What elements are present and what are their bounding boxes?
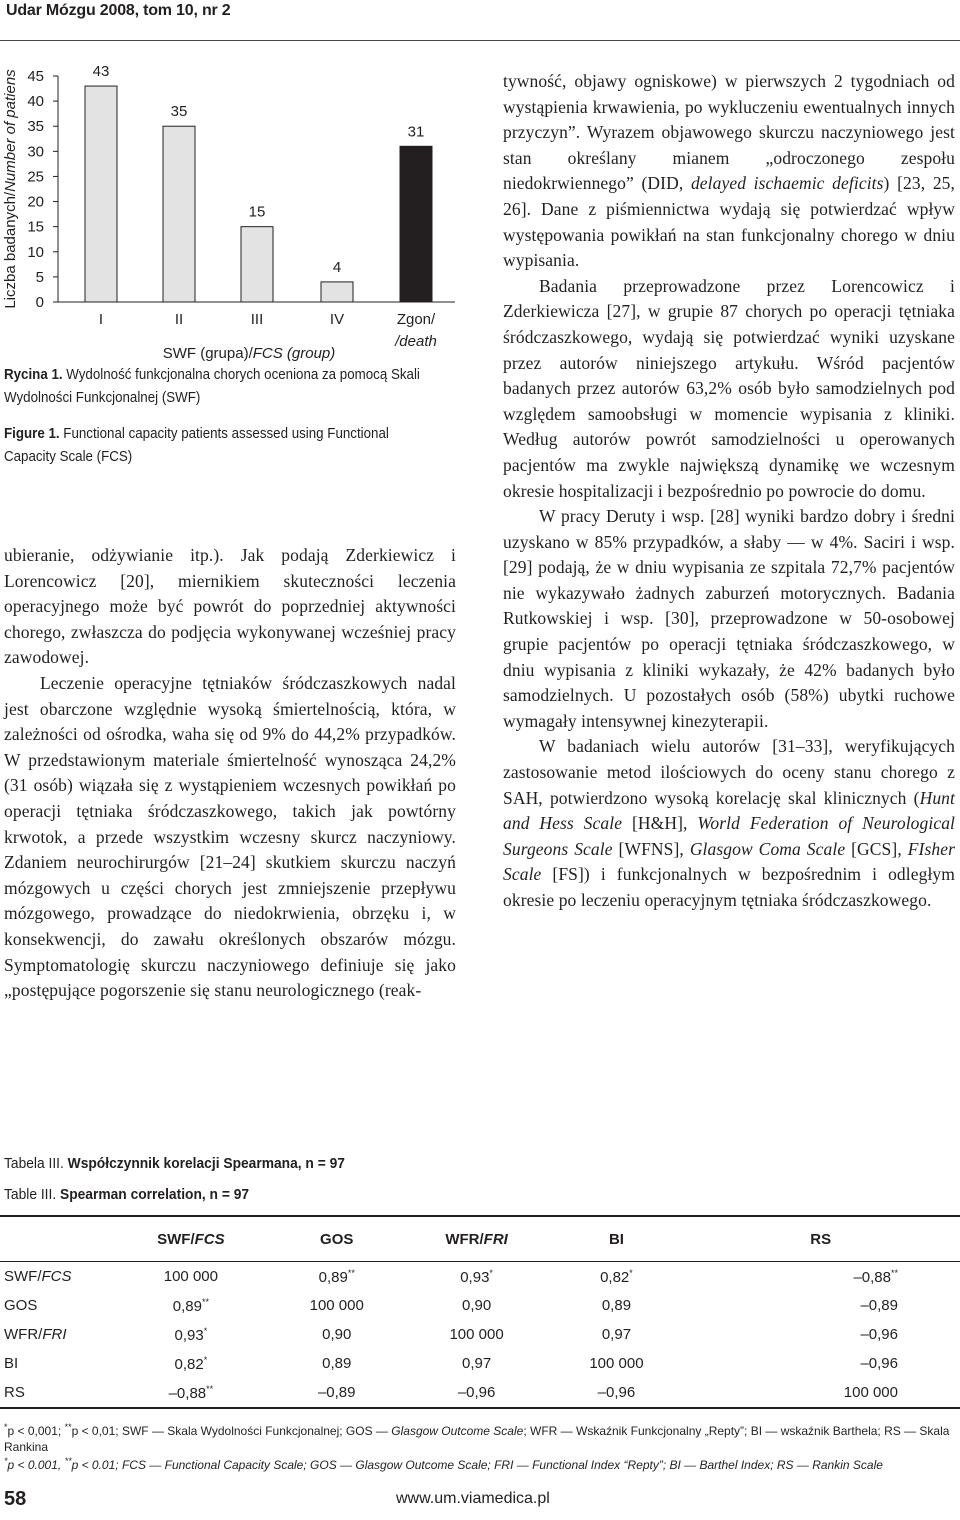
table-column-header: GOS <box>320 1230 354 1248</box>
body-paragraph: Leczenie operacyjne tętniaków śródczaszkowych nadal jest obarczone względnie wysoką śmiertelnością, która, w zależności od ośrodka, waha się od 9% do 44,2% przypadków. W przedstawionym materiale śmiertelność wynosząca 24,2% (31 osób) wiązała się z wystąpieniem wczesnych powikłań po operacji tętniaka śródczaszkowego, takich jak powtórny krwotok, a przede wszystkim wczesny skurcz naczyniowy. Zdaniem neurochirurgów [21–24] skutkiem skurczu naczyń mózgowych u części chorych jest zmniejszenie przepływu mózgowego, prowadzące do niedokrwienia, obrzęku i, w konsekwencji, do zawału określonych obszarów mózgu. Symptomatologię skurczu naczyniowego definiuje się jako „postępujące pogorszenie się stanu neurologicznego (reak- <box>4 672 456 1001</box>
bar <box>163 126 195 302</box>
table-cell: –0,88** <box>853 1267 898 1286</box>
bar-value-label: 43 <box>92 63 110 81</box>
table-cell: 0,82* <box>174 1354 208 1373</box>
y-tick-label: 0 <box>35 294 44 311</box>
table-column-header: WFR/FRI <box>445 1230 508 1248</box>
page-number: 58 <box>4 1488 27 1510</box>
bar <box>85 86 117 302</box>
x-tick-label: III <box>250 311 264 328</box>
table-header-row <box>0 1216 960 1262</box>
figure-text: Functional capacity patients assessed using Functional Capacity Scale (FCS) <box>4 426 389 465</box>
body-right-column <box>503 69 955 914</box>
table-cell: –0,89 <box>317 1384 356 1401</box>
y-tick-label: 30 <box>27 143 44 161</box>
y-tick-label: 15 <box>27 218 44 236</box>
table-footnote-pl: *p < 0,001; **p < 0,01; SWF — Skala Wydolności Funkcjonalnej; GOS — Glasgow Outcome Scale; WFR — Wskaźnik Funkcjonalny „Repty”; BI — wskaźnik Barthela; RS — Skala Rankina <box>4 1422 950 1454</box>
table-cell: 100 000 <box>589 1355 644 1372</box>
journal-title: Udar Mózgu 2008, tom 10, nr 2 <box>6 2 231 19</box>
table-cell: 0,93* <box>174 1325 208 1344</box>
table-cell: 100 000 <box>449 1326 504 1343</box>
y-axis-label: Liczba badanych/Number of patiens <box>2 69 19 309</box>
chart-bars <box>85 86 432 302</box>
bar <box>321 282 353 302</box>
body-paragraph: W badaniach wielu autorów [31–33], weryfikujących zastosowanie metod ilościowych do oceny stanu chorego z SAH, potwierdzono wysoką korelację skal klinicznych (Hunt and Hess Scale [H&H], World Federation of Neurological Surgeons Scale [WFNS], Glasgow Coma Scale [GCS], FIsher Scale [FS]) i funkcjonalnych w bezpośrednim i odległym okresie po leczeniu operacyjnym tętniaka śródczaszkowego. <box>503 736 956 910</box>
table-cell: 0,90 <box>461 1297 492 1314</box>
rycina-caption <box>4 364 429 410</box>
table-cell: 0,89 <box>322 1355 352 1372</box>
rycina-label: Rycina 1. <box>4 367 63 383</box>
table-row <box>0 1349 960 1378</box>
table-cell: –0,96 <box>860 1355 898 1372</box>
y-tick-label: 25 <box>27 168 44 186</box>
table-cell: –0,96 <box>597 1384 636 1401</box>
table-caption-pl: Tabela III. Współczynnik korelacji Spearmana, n = 97 <box>4 1155 345 1172</box>
bar-value-label: 15 <box>248 203 266 221</box>
table-corner-cell <box>0 1216 110 1262</box>
bar-value-label: 35 <box>170 103 188 121</box>
table-cell: 0,89 <box>601 1297 632 1314</box>
rycina-text: Wydolność funkcjonalna chorych oceniona za pomocą Skali Wydolności Funkcjonalnej (SWF) <box>4 367 420 406</box>
correlation-table <box>0 1215 960 1409</box>
table-row <box>0 1291 960 1320</box>
table-cell: 100 000 <box>843 1384 898 1401</box>
table-cell: –0,96 <box>860 1326 898 1343</box>
table-cell: 100 000 <box>163 1268 218 1285</box>
y-tick-label: 10 <box>27 243 44 261</box>
body-paragraph: tywność, objawy ogniskowe) w pierwszych 2 tygodniach od wystąpienia krwawienia, po wykluczeniu ewentualnych innych przyczyn”. Wyrazem objawowego skurczu naczyniowego jest stan określany mianem „odroczonego zespołu niedokrwiennego” (DID, delayed ischaemic deficits) [23, 25, 26]. Dane z piśmiennictwa wydają się potwierdzać wpływ występowania powikłań na stan funkcjonalny chorego w dniu wypisania. <box>503 71 955 271</box>
figure-label: Figure 1. <box>4 426 60 442</box>
x-tick-label: /death <box>395 333 437 350</box>
table-cell: 0,90 <box>322 1326 352 1343</box>
table-cell: 0,93* <box>460 1267 493 1286</box>
x-axis-label: SWF (grupa)/FCS (group) <box>162 345 336 362</box>
table-column-header: SWF/FCS <box>157 1230 225 1248</box>
table-row-label: BI <box>4 1355 19 1372</box>
table-column-header: RS <box>810 1230 832 1248</box>
y-tick-label: 45 <box>27 68 44 85</box>
body-paragraph: W pracy Deruty i wsp. [28] wyniki bardzo dobry i średni uzyskano w 85% przypadków, a słaby — w 4%. Saciri i wsp. [29] podają, że w dniu wypisania ze szpitala 72,7% pacjentów nie wykazywało żadnych zaburzeń motorycznych. Badania Rutkowskiej i wsp. [30], przeprowadzone w 50-osobowej grupie pacjentów po operacji tętniaka śródczaszkowego, w dniu wypisania z kliniki wykazały, że 42% badanych było samodzielnych. U pozostałych osób (58%) ubytki ruchowe wymagały intensywnej kinezyterapii. <box>503 506 955 731</box>
y-tick-label: 20 <box>27 193 44 211</box>
table-row-label: WFR/FRI <box>4 1326 67 1343</box>
bar-value-label: 4 <box>332 258 342 276</box>
table-row-label: RS <box>4 1384 25 1401</box>
table-cell: 0,82* <box>600 1267 633 1286</box>
table-cell: 0,89** <box>318 1267 355 1286</box>
journal-header <box>0 0 960 41</box>
bar <box>400 146 432 302</box>
bar-value-label: 31 <box>407 123 425 141</box>
x-tick-label: IV <box>329 311 345 328</box>
body-paragraph: ubieranie, odżywianie itp.). Jak podają Zderkiewicz i Lorencowicz [20], miernikiem skuteczności leczenia operacyjnego może być powrót do poprzedniej aktywności chorego, zwłaszcza do podjęcia wykonywanej wcześniej pracy zawodowej. <box>4 545 456 668</box>
table-cell: 100 000 <box>309 1297 364 1314</box>
table-cell: 0,89** <box>172 1296 209 1315</box>
y-tick-label: 35 <box>27 118 44 136</box>
table-cell: –0,89 <box>860 1297 898 1314</box>
figure-caption <box>4 423 429 469</box>
table-row <box>0 1378 960 1408</box>
table-cell: –0,88** <box>168 1383 214 1402</box>
table-footnote-en: *p < 0.001, **p < 0.01; FCS — Functional Capacity Scale; GOS — Glasgow Outcome Scale; FRI — Functional Index “Repty”; BI — Barthel Index; RS — Rankin Scale <box>4 1456 883 1472</box>
x-tick-label: Zgon/ <box>396 311 436 328</box>
y-tick-label: 40 <box>27 93 44 111</box>
bar-chart <box>0 44 470 364</box>
table-column-header: BI <box>608 1230 624 1248</box>
table-row <box>0 1320 960 1349</box>
chart-labels <box>2 63 437 362</box>
table-cell: –0,96 <box>457 1384 496 1401</box>
x-tick-label: II <box>174 311 184 328</box>
table-row-label: SWF/FCS <box>4 1268 72 1285</box>
table-cell: 0,97 <box>461 1355 492 1372</box>
table-row-label: GOS <box>4 1297 38 1314</box>
bar <box>241 227 273 302</box>
table-cell: 0,97 <box>601 1326 632 1343</box>
x-tick-label: I <box>98 311 104 328</box>
body-paragraph: Badania przeprowadzone przez Lorencowicz i Zderkiewicza [27], w grupie 87 chorych po operacji tętniaka śródczaszkowego, wydają się potwierdzać wyniki uzyskane przez autorów niniejszego artykułu. Wśród pacjentów badanych przez autorów 63,2% osób było samodzielnych pod względem samoobsługi w momencie wypisania z kliniki. Według autorów powrót samodzielności u operowanych pacjentów ma zwykle największą dynamikę we wczesnym okresie hospitalizacji i bezpośrednio po powrocie do domu. <box>503 275 955 501</box>
y-tick-label: 5 <box>35 268 44 286</box>
footer-url: www.um.viamedica.pl <box>396 1490 550 1507</box>
table-row <box>0 1262 960 1292</box>
table-caption-en: Table III. Spearman correlation, n = 97 <box>4 1186 250 1203</box>
body-left-column <box>4 543 456 1004</box>
